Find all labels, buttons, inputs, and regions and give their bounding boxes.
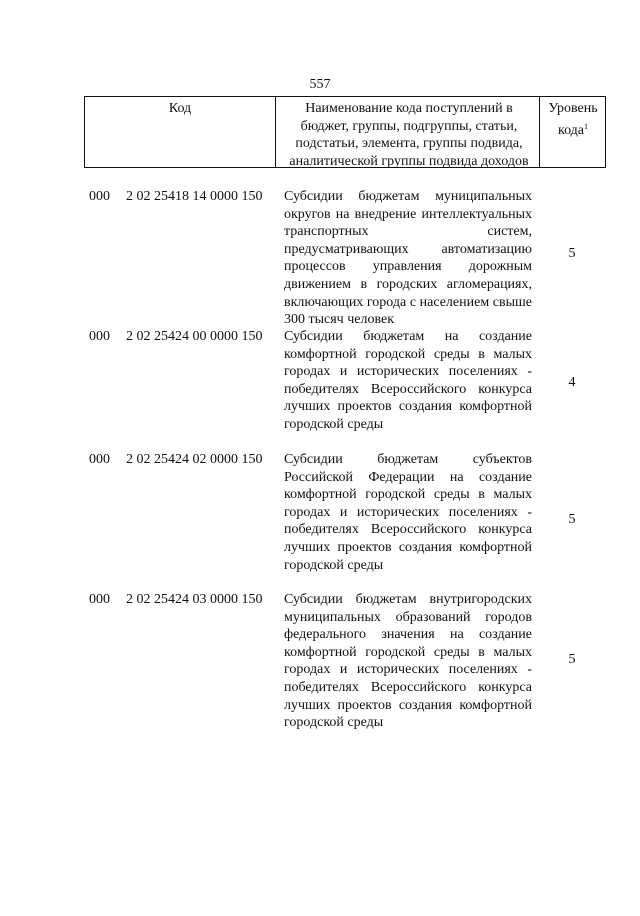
row-admin-code: 000 bbox=[89, 329, 110, 344]
row-name: Субсидии бюджетам субъектов Российской Федерации на создание комфортной городской среды в малых городах и исторических поселениях - победителях Всероссийского конкурса лучших проектов создания комфортной городской среды bbox=[284, 452, 532, 573]
table-row bbox=[0, 188, 640, 328]
header-divider-left bbox=[275, 97, 276, 167]
table-header bbox=[84, 96, 606, 168]
row-name: Субсидии бюджетам внутригородских муниципальных образований городов федерального значения на создание комфортной городской среды в малых городах и исторических поселениях - победителях Всероссийского конкурса лучших проектов создания комфортной городской среды bbox=[284, 592, 532, 731]
header-level-text: Уровень кода bbox=[548, 101, 598, 138]
row-level: 5 bbox=[568, 652, 576, 667]
row-admin-code: 000 bbox=[89, 592, 110, 607]
row-name: Субсидии бюджетам муниципальных округов на внедрение интеллектуальных транспортных систем, предусматривающих автоматизацию процессов управления дорожным движением в городских агломерациях, включающих города с населением свыше 300 тысяч человек bbox=[284, 189, 532, 328]
row-revenue-code: 2 02 25424 02 0000 150 bbox=[126, 452, 263, 467]
table-row bbox=[0, 591, 640, 751]
header-name: Наименование кода поступлений в бюджет, группы, подгруппы, статьи, подстатьи, элемента, группы подвида, аналитической группы подвида доходов bbox=[289, 101, 529, 169]
row-admin-code: 000 bbox=[89, 452, 110, 467]
row-revenue-code: 2 02 25424 00 0000 150 bbox=[126, 329, 263, 344]
row-level: 5 bbox=[568, 512, 576, 527]
row-name: Субсидии бюджетам на создание комфортной городской среды в малых городах и исторических поселениях - победителях Всероссийского конкурса лучших проектов создания комфортной городской среды bbox=[284, 329, 532, 432]
row-level: 5 bbox=[568, 246, 576, 261]
header-divider-right bbox=[539, 97, 540, 167]
header-code: Код bbox=[168, 101, 192, 116]
table-body bbox=[0, 188, 640, 751]
table-row bbox=[0, 451, 640, 591]
table-row bbox=[0, 328, 640, 451]
page-number: 557 bbox=[309, 77, 331, 92]
header-level bbox=[541, 100, 605, 139]
header-level-footnote: 1 bbox=[584, 121, 589, 131]
row-level: 4 bbox=[568, 375, 576, 390]
row-revenue-code: 2 02 25418 14 0000 150 bbox=[126, 189, 263, 204]
row-revenue-code: 2 02 25424 03 0000 150 bbox=[126, 592, 263, 607]
row-admin-code: 000 bbox=[89, 189, 110, 204]
